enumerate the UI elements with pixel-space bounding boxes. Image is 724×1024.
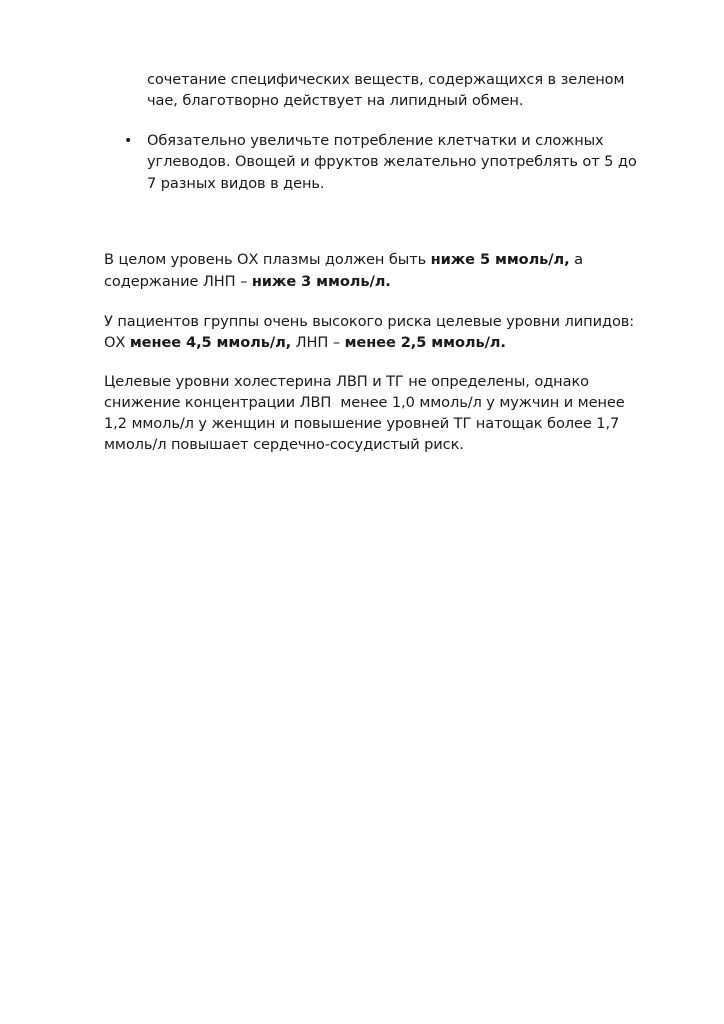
bold-value: менее 4,5 ммоль/л,: [129, 334, 292, 351]
text-run: ОХ: [104, 334, 130, 351]
paragraph-line: [104, 333, 506, 353]
text-run: а: [569, 251, 583, 268]
bold-value: менее 2,5 ммоль/л.: [344, 334, 506, 351]
paragraph-line: ммоль/л повышает сердечно-сосудистый риск.: [104, 436, 464, 453]
bullet-marker: •: [124, 133, 133, 149]
paragraph-line: 1,2 ммоль/л у женщин и повышение уровней ТГ натощак более 1,7: [104, 415, 620, 432]
paragraph-line: Целевые уровни холестерина ЛВП и ТГ не определены, однако: [104, 373, 590, 390]
paragraph-line: [104, 272, 391, 292]
paragraph-line: У пациентов группы очень высокого риска целевые уровни липидов:: [104, 313, 635, 330]
text-run: ЛНП –: [291, 334, 345, 351]
text-run: В целом уровень ОХ плазмы должен быть: [104, 251, 431, 268]
bullet-line: 7 разных видов в день.: [147, 175, 325, 192]
bullet-line: углеводов. Овощей и фруктов желательно употреблять от 5 до: [147, 153, 637, 170]
bullet-line: Обязательно увеличьте потребление клетчатки и сложных: [147, 132, 604, 149]
bold-value: ниже 5 ммоль/л,: [430, 251, 570, 268]
continuation-line: чае, благотворно действует на липидный обмен.: [147, 92, 524, 109]
continuation-line: сочетание специфических веществ, содержащихся в зеленом: [147, 71, 625, 88]
bold-value: ниже 3 ммоль/л.: [251, 273, 391, 290]
paragraph-line: снижение концентрации ЛВП менее 1,0 ммоль/л у мужчин и менее: [104, 394, 625, 411]
paragraph-line: [104, 250, 583, 270]
text-run: содержание ЛНП –: [104, 273, 252, 290]
